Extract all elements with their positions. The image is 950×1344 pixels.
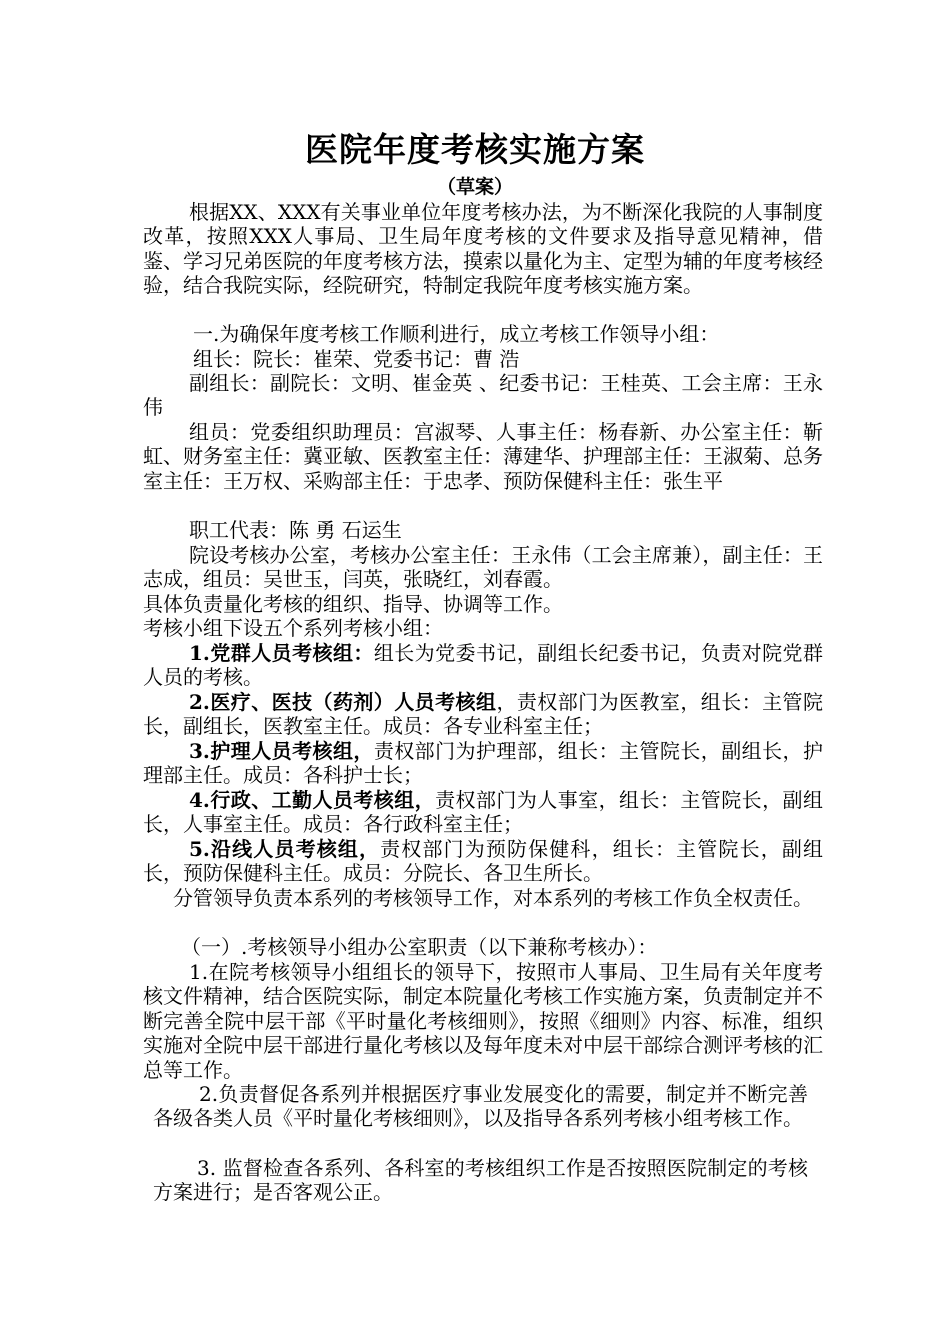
intro-paragraph: 根据XX、XXX有关事业单位年度考核办法，为不断深化我院的人事制度改革，按照XXX人事局、卫生局年度考核的文件要求及指导意见精神，借鉴、学习兄弟医院的年度考核方法，摸索以量化为主、定型为辅的年度考核经验，结合我院实际，经院研究，特制定我院年度考核实施方案。	[143, 200, 823, 298]
subgroup-text: 责权部门为人事室，组长：主管院长，副组长，人事室主任。成员：各行政科室主任；	[143, 788, 823, 837]
subgroup-item	[143, 837, 823, 886]
subgroup-text: 组长为党委书记，副组长纪委书记，负责对院党群人员的考核。	[143, 641, 823, 690]
subgroup-heading: 4.行政、工勤人员考核组，	[189, 788, 436, 812]
duty-item-3: 3. 监督检查各系列、各科室的考核组织工作是否按照医院制定的考核方案进行；是否客观公正。	[153, 1156, 808, 1205]
responsibility-paragraph: 分管领导负责本系列的考核领导工作，对本系列的考核工作负全权责任。	[173, 886, 813, 910]
deputy-leader-line: 副组长：副院长：文明、崔金英 、纪委书记：王桂英、工会主席：王永伟	[143, 371, 823, 420]
duty-item-2: 2.负责督促各系列并根据医疗事业发展变化的需要，制定并不断完善各级各类人员《平时量化考核细则》，以及指导各系列考核小组考核工作。	[153, 1082, 808, 1131]
document-subtitle: （草案）	[436, 176, 513, 198]
subgroup-text: 责权部门为预防保健科，组长：主管院长，副组长，预防保健科主任。成员：分院长、各卫生所长。	[143, 837, 823, 886]
subgroup-text: ，责权部门为医教室，组长：主管院长，副组长，医教室主任。成员：各专业科室主任；	[143, 690, 823, 739]
section-one-heading: 一.为确保年度考核工作顺利进行，成立考核工作领导小组：	[193, 322, 720, 346]
subgroup-heading: 2.医疗、医技（药剂）人员考核组	[189, 690, 497, 714]
subgroup-text: 责权部门为护理部，组长：主管院长，副组长，护理部主任。成员：各科护士长；	[143, 739, 823, 788]
duty-item-1: 1.在院考核领导小组组长的领导下，按照市人事局、卫生局有关年度考核文件精神，结合医院实际，制定本院量化考核工作实施方案，负责制定并不断完善全院中层干部《平时量化考核细则》，按照《细则》内容、标准，组织实施对全院中层干部进行量化考核以及每年度未对中层干部综合测评考核的汇总等工作。	[143, 960, 823, 1082]
subgroup-heading: 5.沿线人员考核组，	[189, 837, 381, 861]
office-duty-line: 具体负责量化考核的组织、指导、协调等工作。	[143, 592, 563, 616]
document-title: 医院年度考核实施方案	[305, 130, 645, 169]
subgroup-heading: 1.党群人员考核组：	[189, 641, 374, 665]
staff-representatives-line: 职工代表：陈 勇 石运生	[189, 518, 402, 542]
subgroup-item	[143, 788, 823, 837]
subgroup-item	[143, 739, 823, 788]
assessment-office-paragraph: 院设考核办公室，考核办公室主任：王永伟（工会主席兼），副主任：王志成，组员：吴世玉，闫英，张晓红，刘春霞。	[143, 543, 823, 592]
subgroups-intro-line: 考核小组下设五个系列考核小组：	[143, 616, 443, 640]
members-paragraph: 组员：党委组织助理员：宫淑琴、人事主任：杨春新、办公室主任：靳虹、财务室主任：冀亚敏、医教室主任：薄建华、护理部主任：王淑菊、总务室主任：王万权、采购部主任：于忠孝、预防保健科主任：张生平	[143, 420, 823, 493]
subgroup-item	[143, 641, 823, 690]
group-leader-line: 组长：院长：崔荣、党委书记：曹 浩	[193, 347, 520, 371]
subgroup-item	[143, 690, 823, 739]
subgroup-heading: 3.护理人员考核组，	[189, 739, 374, 763]
office-duties-heading: （一）.考核领导小组办公室职责（以下兼称考核办）：	[181, 935, 658, 959]
